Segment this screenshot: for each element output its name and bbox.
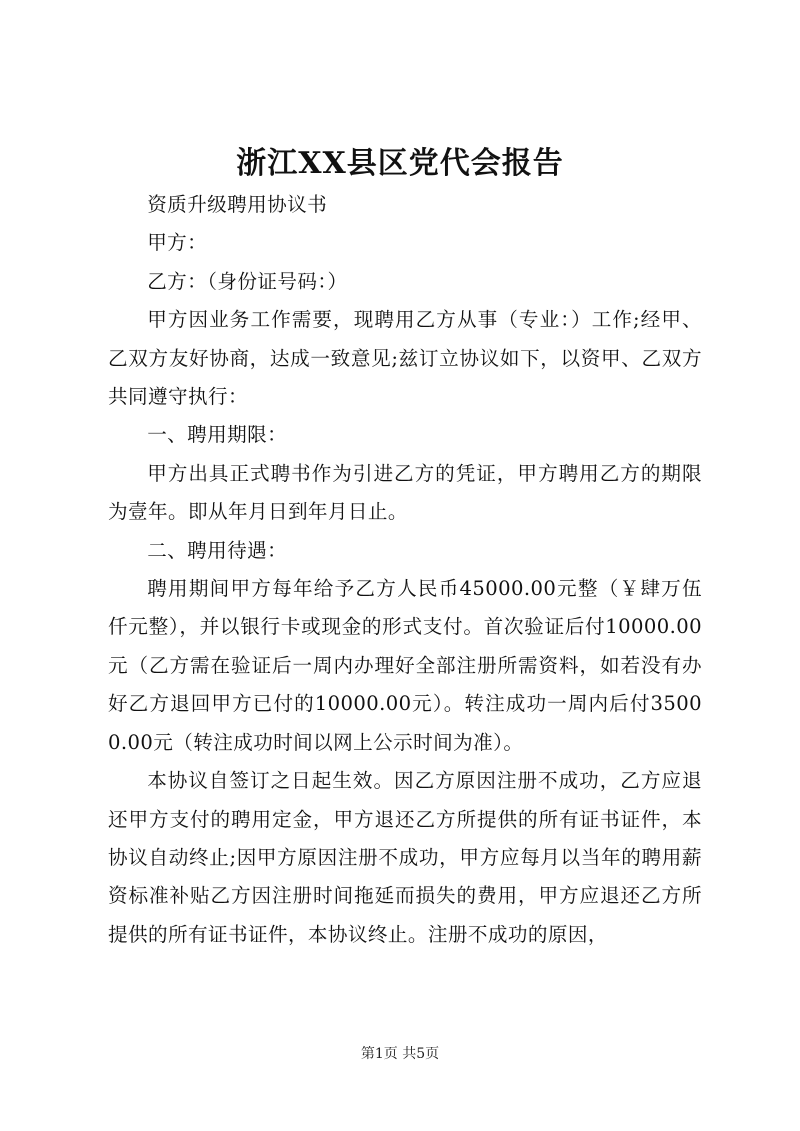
paragraph-effectiveness: 本协议自签订之日起生效。因乙方原因注册不成功，乙方应退还甲方支付的聘用定金，甲方退还乙方所提供的所有证书证件，本协议自动终止;因甲方原因注册不成功，甲方应每月以当年的聘用薪资标准补贴乙方因注册时间拖延而损失的费用，甲方应退还乙方所提供的所有证书证件，本协议终止。注册不成功的原因， bbox=[108, 769, 702, 946]
paragraph-party-b: 乙方：（身份证号码：） bbox=[147, 269, 348, 293]
section-heading-term: 一、聘用期限： bbox=[147, 423, 288, 447]
paragraph-party-a: 甲方： bbox=[147, 231, 208, 255]
paragraph-subtitle: 资质升级聘用协议书 bbox=[147, 193, 328, 216]
paragraph-compensation: 聘用期间甲方每年给予乙方人民币45000.00元整（￥肆万伍仟元整），并以银行卡或现金的形式支付。首次验证后付10000.00元（乙方需在验证后一周内办理好全部注册所需资料，如若没有办好乙方退回甲方已付的10000.00元）。转注成功一周内后付35000.00元（转注成功时间以网上公示时间为准）。 bbox=[108, 577, 702, 754]
paragraph-preamble: 甲方因业务工作需要，现聘用乙方从事（专业：）工作;经甲、乙双方友好协商，达成一致意见;兹订立协议如下，以资甲、乙双方共同遵守执行： bbox=[108, 308, 702, 409]
page-footer: 第1页 共5页 bbox=[360, 1046, 440, 1062]
paragraph-term: 甲方出具正式聘书作为引进乙方的凭证，甲方聘用乙方的期限为壹年。即从年月日到年月日止。 bbox=[108, 461, 702, 524]
page-title: 浙江XX县区党代会报告 bbox=[236, 146, 564, 181]
document-body bbox=[108, 186, 702, 954]
section-heading-compensation: 二、聘用待遇： bbox=[147, 538, 288, 562]
